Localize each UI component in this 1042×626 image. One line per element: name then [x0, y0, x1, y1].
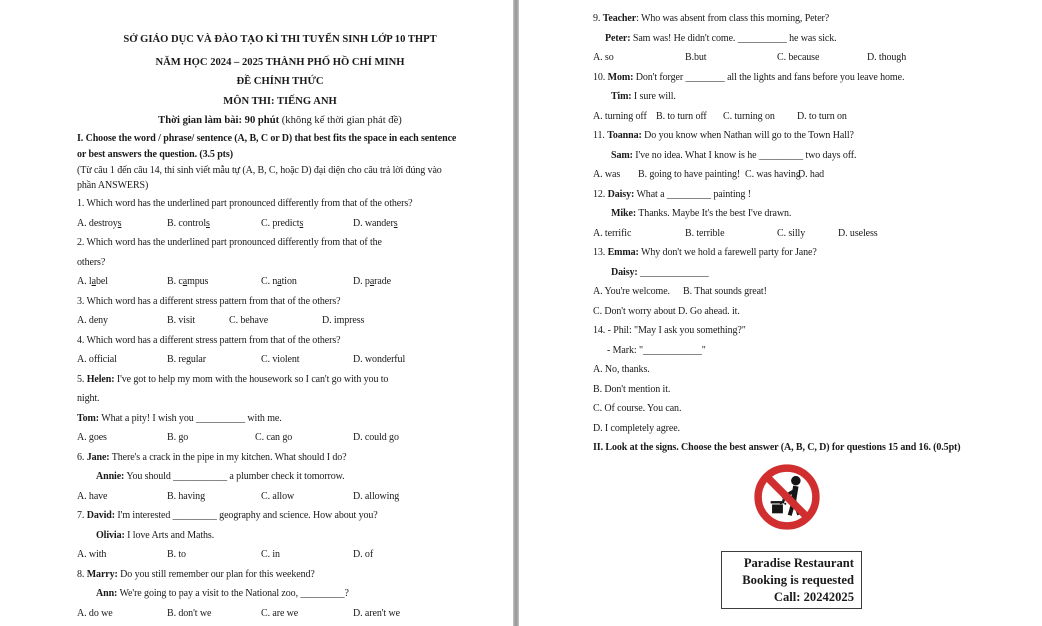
- section1-note-line: [77, 163, 487, 179]
- text-segment: D. had: [798, 169, 825, 180]
- text-segment: I sure will.: [631, 91, 676, 102]
- answer-option: [167, 311, 195, 331]
- text-segment: night.: [77, 393, 100, 405]
- header-year-line: NĂM HỌC 2024 – 2025 THÀNH PHỐ HỒ CHÍ MINH: [155, 56, 405, 68]
- text-segment: D. p: [353, 276, 370, 288]
- text-segment: : Who was absent from class this morning, Peter?: [636, 13, 830, 24]
- text-segment: C. allow: [261, 490, 295, 502]
- answer-option: [353, 350, 405, 370]
- answer-option: [678, 302, 740, 322]
- text-segment: phần ANSWERS): [77, 180, 149, 192]
- question-text-line: [593, 126, 1038, 146]
- question-text-line: [77, 506, 487, 526]
- text-segment: A. with: [77, 549, 107, 561]
- speaker-name: Mike:: [611, 208, 637, 219]
- header-subject-line: MÔN THI: TIẾNG ANH: [223, 95, 337, 107]
- answer-option: [167, 214, 210, 234]
- answer-option: [167, 350, 206, 370]
- text-segment: 2. Which word has the underlined part pronounced differently from that of the: [77, 237, 382, 249]
- text-segment: A. deny: [77, 315, 108, 327]
- no-littering-sign: [753, 463, 821, 537]
- restaurant-name: Paradise Restaurant: [743, 556, 854, 570]
- answer-option: [353, 487, 399, 507]
- answer-option: [167, 604, 211, 624]
- text-segment: D. of: [353, 549, 374, 561]
- text-segment: (Từ câu 1 đến câu 14, thí sinh viết mẫu tự (A, B, C, hoặc D) đại diện cho câu trả lời đúng vào: [77, 164, 442, 176]
- text-segment: I've got to help my mom with the housework so I can't go with you to: [114, 373, 389, 385]
- text-segment: D. wander: [353, 217, 394, 229]
- text-segment: C. n: [261, 276, 278, 288]
- answer-options-row: [593, 107, 1038, 127]
- answer-options-row: [77, 604, 487, 624]
- text-segment: A. No, thanks.: [593, 364, 650, 375]
- section1-note-line: [77, 178, 487, 194]
- question-text-line: [77, 370, 487, 390]
- speaker-name: Olivia:: [96, 529, 125, 541]
- answer-option: [797, 107, 847, 127]
- question-text-line: [593, 263, 1038, 283]
- question-text-line: [593, 68, 1038, 88]
- speaker-name: Toanna:: [607, 130, 642, 141]
- text-segment: A. destroy: [77, 217, 118, 229]
- answer-options-row: [593, 165, 1038, 185]
- text-segment: There's a crack in the pipe in my kitchen. What should I do?: [109, 451, 347, 463]
- answer-option: [798, 165, 824, 185]
- speaker-name: Tom:: [77, 412, 100, 424]
- answer-option: [656, 107, 707, 127]
- text-segment: We're going to pay a visit to the National zoo, _________?: [117, 588, 349, 600]
- text-segment: B. don't we: [167, 607, 212, 619]
- answer-option: [77, 272, 108, 292]
- speaker-name: Peter:: [605, 32, 631, 44]
- question-text-line: [77, 253, 487, 273]
- text-segment: C. are we: [261, 607, 299, 619]
- text-segment: What a pity! I wish you __________ with me.: [99, 412, 282, 424]
- speaker-name: Jane:: [86, 451, 110, 463]
- question-text-line: [593, 204, 1038, 224]
- question-text-line: [77, 331, 487, 351]
- speaker-name: I. Choose the word / phrase/ sentence (A, B, C or D) that best fits the space in each sentence: [77, 133, 457, 144]
- answer-option: [683, 282, 767, 302]
- answer-option: [353, 428, 399, 448]
- answer-option: [685, 48, 706, 68]
- page-1-body: [77, 131, 487, 623]
- text-segment: What a _________ painting !: [634, 188, 751, 200]
- answer-option: [593, 302, 676, 322]
- answer-option: [77, 428, 107, 448]
- text-segment: A. turning off: [593, 110, 647, 122]
- text-segment: 5.: [77, 373, 87, 385]
- question-text-line: [593, 360, 1038, 380]
- text-segment: A. goes: [77, 432, 107, 444]
- question-text-line: [593, 321, 1038, 341]
- text-segment: I'm interested _________ geography and science. How about you?: [115, 510, 378, 522]
- text-segment: D. aren't we: [353, 607, 400, 619]
- answer-option: [77, 604, 113, 624]
- text-segment: B. control: [167, 217, 206, 229]
- answer-option: [261, 545, 280, 565]
- question-text-line: [77, 233, 487, 253]
- text-segment: B. c: [167, 276, 183, 288]
- duration-bold: Thời gian làm bài: 90 phút: [158, 115, 280, 126]
- answer-options-row: [593, 302, 1038, 322]
- answer-option: [322, 311, 364, 331]
- question-text-line: [77, 584, 487, 604]
- question-text-line: [593, 399, 1038, 419]
- answer-option: [353, 604, 400, 624]
- text-segment: 10.: [593, 71, 608, 83]
- text-segment: ______________: [637, 266, 709, 278]
- text-segment: B. visit: [167, 315, 196, 327]
- duration-note: (không kể thời gian phát đề): [279, 115, 402, 126]
- text-segment: 8.: [77, 568, 87, 580]
- text-segment: B. to: [167, 549, 186, 561]
- answer-option: [777, 48, 819, 68]
- text-segment: C. predict: [261, 217, 300, 229]
- answer-option: [593, 107, 647, 127]
- speaker-name: Emma:: [607, 247, 639, 258]
- text-segment: B. to turn off: [656, 110, 707, 122]
- exam-header: [60, 30, 500, 131]
- text-segment: Why don't we hold a farewell party for Jane?: [638, 247, 817, 258]
- question-text-line: [77, 389, 487, 409]
- answer-option: [838, 224, 878, 244]
- text-segment: D. wonderful: [353, 354, 406, 366]
- text-segment: A. do we: [77, 607, 113, 619]
- text-segment: C. was having: [745, 169, 801, 180]
- text-segment: bel: [95, 276, 108, 288]
- text-segment: C. turning on: [723, 110, 775, 122]
- text-segment: 3. Which word has a different stress pattern from that of the others?: [77, 295, 341, 307]
- answer-options-row: [593, 48, 1038, 68]
- text-segment: 6.: [77, 451, 87, 463]
- question-text-line: [593, 185, 1038, 205]
- text-segment: s: [206, 217, 210, 229]
- answer-option: [167, 545, 186, 565]
- question-text-line: [593, 87, 1038, 107]
- speaker-name: Annie:: [96, 471, 125, 483]
- restaurant-phone-line: Call: 20242025: [773, 589, 854, 604]
- text-segment: a: [91, 276, 96, 288]
- text-segment: mpus: [187, 276, 209, 288]
- answer-option: [77, 487, 107, 507]
- text-segment: B.but: [685, 52, 707, 63]
- text-segment: B. That sounds great!: [683, 286, 767, 297]
- answer-option: [261, 487, 294, 507]
- text-segment: a: [182, 276, 188, 288]
- text-segment: a: [369, 276, 375, 288]
- answer-option: [77, 350, 117, 370]
- answer-option: [593, 48, 614, 68]
- text-segment: B. having: [167, 490, 205, 502]
- speaker-name: Daisy:: [607, 188, 635, 200]
- question-text-line: [593, 419, 1038, 439]
- answer-option: [261, 272, 297, 292]
- question-text-line: [77, 467, 487, 487]
- text-segment: C. violent: [261, 354, 300, 366]
- header-duration-line: [60, 111, 500, 131]
- text-segment: Sam was! He didn't come. __________ he was sick.: [630, 32, 837, 44]
- text-segment: D. impress: [322, 315, 365, 327]
- answer-option: [229, 311, 268, 331]
- text-segment: 9.: [593, 13, 603, 24]
- answer-option: [593, 165, 620, 185]
- text-segment: 14. - Phil: "May I ask you something?": [593, 325, 746, 336]
- question-text-line: [77, 565, 487, 585]
- section2-heading: [593, 438, 1038, 458]
- text-segment: 11.: [593, 130, 608, 141]
- text-segment: s: [117, 217, 122, 229]
- question-text-line: [77, 448, 487, 468]
- text-segment: a: [277, 276, 282, 288]
- text-segment: B. terrible: [685, 227, 725, 239]
- text-segment: others?: [77, 256, 106, 268]
- speaker-name: or best answers the question. (3.5 pts): [77, 148, 233, 160]
- text-segment: You should ___________ a plumber check it tomorrow.: [124, 471, 345, 483]
- answer-options-row: [77, 350, 487, 370]
- text-segment: 7.: [77, 510, 87, 522]
- answer-options-row: [77, 487, 487, 507]
- answer-option: [167, 428, 188, 448]
- text-segment: B. Don't mention it.: [593, 383, 671, 395]
- text-segment: B. regular: [167, 354, 206, 366]
- page-2-body: [593, 9, 1038, 458]
- question-text-line: [77, 194, 487, 214]
- answer-option: [261, 604, 298, 624]
- text-segment: C. can go: [255, 432, 293, 444]
- text-segment: A. You're welcome.: [593, 286, 670, 297]
- text-segment: D. allowing: [353, 490, 400, 502]
- no-littering-icon: [753, 463, 821, 531]
- text-segment: s: [393, 217, 398, 229]
- answer-option: [261, 214, 303, 234]
- text-segment: 13.: [593, 247, 608, 258]
- text-segment: D. though: [867, 52, 907, 63]
- text-segment: 12.: [593, 188, 608, 200]
- answer-option: [867, 48, 906, 68]
- text-segment: D. I completely agree.: [593, 422, 680, 434]
- answer-option: [77, 545, 106, 565]
- text-segment: Thanks. Maybe It's the best I've drawn.: [636, 208, 792, 219]
- text-segment: I love Arts and Maths.: [124, 529, 215, 541]
- text-segment: C. Of course. You can.: [593, 403, 682, 414]
- text-segment: D. to turn on: [797, 110, 847, 122]
- page-divider: [513, 0, 519, 626]
- speaker-name: II. Look at the signs. Choose the best answer (A, B, C, D) for questions 15 and 16. (0.5pt): [593, 442, 961, 453]
- text-segment: D. could go: [353, 432, 399, 444]
- answer-option: [593, 282, 670, 302]
- text-segment: B. going to have painting!: [638, 169, 741, 180]
- text-segment: A. terrific: [593, 227, 632, 239]
- text-segment: 4. Which word has a different stress pattern from that of the others?: [77, 334, 341, 346]
- header-department-line: SỞ GIÁO DỤC VÀ ĐÀO TẠO KÌ THI TUYỂN SINH LỚP 10 THPT: [123, 34, 437, 45]
- answer-options-row: [77, 272, 487, 292]
- text-segment: A. l: [77, 276, 92, 288]
- answer-option: [167, 487, 205, 507]
- text-segment: C. in: [261, 549, 280, 561]
- speaker-name: Sam:: [611, 149, 633, 161]
- answer-options-row: [593, 224, 1038, 244]
- answer-options-row: [593, 282, 1038, 302]
- speaker-name: Ann:: [96, 588, 118, 600]
- section1-heading-line: [77, 147, 487, 163]
- restaurant-booking-line: Booking is requested: [742, 572, 854, 587]
- text-segment: C. silly: [777, 227, 806, 239]
- answer-option: [593, 224, 631, 244]
- text-segment: s: [299, 217, 304, 229]
- answer-option: [255, 428, 292, 448]
- answer-option: [77, 214, 121, 234]
- text-segment: rade: [374, 276, 391, 288]
- speaker-name: Teacher: [602, 13, 637, 24]
- text-segment: A. was: [593, 169, 621, 180]
- question-text-line: [593, 9, 1038, 29]
- answer-option: [745, 165, 801, 185]
- speaker-name: Tim:: [611, 91, 632, 102]
- answer-option: [77, 311, 108, 331]
- question-text-line: [593, 29, 1038, 49]
- text-segment: Don't forger ________ all the lights and fans before you leave home.: [633, 71, 905, 83]
- text-segment: 1. Which word has the underlined part pronounced differently from that of the others?: [77, 198, 413, 210]
- text-segment: A. official: [77, 354, 117, 366]
- text-segment: Do you know when Nathan will go to the Town Hall?: [641, 130, 854, 141]
- header-official-line: ĐỀ CHÍNH THỨC: [236, 76, 324, 87]
- speaker-name: Marry:: [86, 568, 118, 580]
- speaker-name: Daisy:: [611, 266, 638, 278]
- question-text-line: [77, 292, 487, 312]
- answer-option: [638, 165, 740, 185]
- text-segment: Do you still remember our plan for this weekend?: [117, 568, 315, 580]
- question-text-line: [593, 380, 1038, 400]
- question-text-line: [77, 526, 487, 546]
- text-segment: B. go: [167, 432, 189, 444]
- question-text-line: [593, 146, 1038, 166]
- text-segment: D. useless: [838, 227, 878, 239]
- text-segment: C. behave: [229, 315, 269, 327]
- answer-option: [777, 224, 805, 244]
- answer-option: [353, 272, 391, 292]
- answer-options-row: [77, 311, 487, 331]
- question-text-line: [593, 341, 1038, 361]
- text-segment: tion: [281, 276, 297, 288]
- question-text-line: [593, 243, 1038, 263]
- text-segment: C. Don't worry about: [593, 305, 676, 317]
- answer-option: [723, 107, 775, 127]
- speaker-name: Helen:: [86, 373, 115, 385]
- text-segment: A. have: [77, 490, 108, 502]
- text-segment: C. because: [777, 52, 820, 63]
- answer-options-row: [77, 214, 487, 234]
- answer-option: [353, 545, 373, 565]
- text-segment: A. so: [593, 52, 614, 63]
- text-segment: - Mark: "____________": [607, 344, 706, 356]
- answer-options-row: [77, 545, 487, 565]
- text-segment: I've no idea. What I know is he _________ two days off.: [632, 149, 857, 161]
- answer-option: [261, 350, 299, 370]
- speaker-name: David:: [86, 510, 115, 522]
- restaurant-sign-box: [721, 551, 862, 609]
- answer-options-row: [77, 428, 487, 448]
- answer-option: [167, 272, 208, 292]
- question-text-line: [77, 409, 487, 429]
- answer-option: [685, 224, 724, 244]
- speaker-name: Mom:: [607, 71, 634, 83]
- answer-option: [353, 214, 398, 234]
- text-segment: D. Go ahead. it.: [678, 305, 740, 317]
- section1-heading-line: [77, 131, 487, 147]
